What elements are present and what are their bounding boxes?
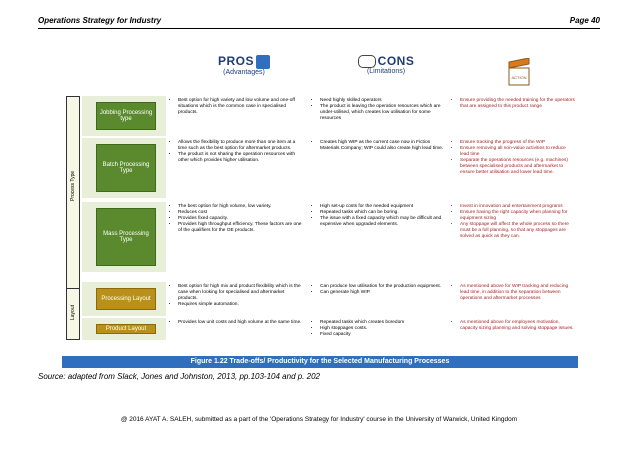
bullet-item: • Ensure having the right capacity when planning for equipment sizing [460,210,576,222]
bullet-item: • The product is not sharing the operation resources with other which provides higher utilisation. [178,152,302,164]
bullet-item: • Ensure removing all non-value activities to reduce lead time [460,146,576,158]
clapperboard-label: ACTION [511,75,527,80]
bullet-item: • The product is leaving the operation resources which are under-utilised, which creates low utilisation for some resources [320,104,446,122]
row-label: Batch Processing Type [96,144,156,192]
bullet-item: • Can generate high WIP. [320,290,446,296]
bullet-item: • Requires simple automation. [178,302,302,308]
table-row [82,282,576,316]
bullet-item: • High set-up costs for the needed equipment [320,204,446,210]
pros-subtitle: (Advantages) [223,68,265,76]
speech-bubble-icon [358,55,376,68]
bullet-item: • Repeated tasks which creates boredom [320,320,446,326]
table-row [82,202,576,272]
bullet-item: • Separate the operations resources (e.g. machines) between specialised products and aftermarket to ensure better utilisation and lower lead time. [460,158,576,176]
bullet-item: • Invest in innovation and entertainment programs [460,204,576,210]
bullet-item: • As mentioned above for WIP tracking and reducing lead time, in addition to the separation between operations and aftermarket processes [460,284,576,302]
bullet-item: • High stoppages costs. [320,326,446,332]
table-row [82,318,576,340]
bullet-item: • Provides low unit costs and high volume at the same time. [178,320,302,326]
bullet-item: • Provides fixed capacity. [178,216,302,222]
bullet-item: • The best option for high volume, low variety. [178,204,302,210]
bullet-item: • Provides high throughput efficiency. These factors are one of the qualifiers for the OE products. [178,222,302,234]
bullet-item: • Can produce low utilisation for the production equipment. [320,284,446,290]
bullet-item: • Allows the flexibility to produce more than one item at a time such as the best option for aftermarket products. [178,140,302,152]
row-label: Jobbing Processing type [96,102,156,130]
pros-title: PROS [217,54,254,68]
layout-group: Layout [66,288,80,340]
bullet-item: • As mentioned above for employees motivation, capacity sizing planning and solving stoppage issues. [460,320,576,332]
header-divider [38,28,600,29]
row-label: Product Layout [96,324,156,334]
clapperboard-icon [508,58,530,86]
bullet-item: • Need highly skilled operators [320,98,446,104]
page-footer: @ 2016 AYAT A. SALEH, submitted as a part of the 'Operations Strategy for Industry' course in the University of Warwick, United Kingdom [120,416,518,423]
bullet-item: • Ensure tracking the progress of the WIP [460,140,576,146]
page-number: Page 40 [569,16,600,25]
table-row [82,138,576,198]
source-note: Source: adapted from Slack, Jones and Johnston, 2013, pp.103-104 and p. 202 [38,372,320,381]
figure-caption: Figure 1.22 Trade-offs/ Productivity for the Selected Manufacturing Processes [62,356,578,368]
bullet-item: • The issue with a fixed capacity which may be difficult and expensive when upgraded elements. [320,216,446,228]
bullet-item: • Repeated tasks which can be boring. [320,210,446,216]
thumbs-up-icon [256,55,270,69]
row-label: Mass Processing Type [96,208,156,266]
tradeoff-figure [62,54,578,372]
table-row [82,96,576,136]
process-type-group: Process Type [66,96,80,294]
cons-heading [336,54,436,94]
bullet-item: • Reduces cost [178,210,302,216]
cons-subtitle: (Limitations) [366,68,406,76]
pros-heading [194,54,294,94]
bullet-item: • Best option for high mix and product flexibility which is the case when looking for specialised and aftermarket products. [178,284,302,302]
header-title: Operations Strategy for Industry [38,16,162,25]
bullet-item: • Ensure providing the needed training for the operators that are assigned to this product range [460,98,576,110]
bullet-item: • Creates high WIP as the current case now in Fiction Materials Company; WIP could also create high lead time. [320,140,446,152]
row-label: Processing Layout [96,288,156,310]
bullet-item: • Any stoppage will affect the whole process so there must be a full planning, so that any stoppages are solved as quick as they can. [460,222,576,240]
bullet-item: • Best option for high variety and low volume and one-off situations which is the common case in specialised products. [178,98,302,116]
bullet-item: • Fixed capacity [320,332,446,338]
cons-title: CONS [377,54,415,68]
